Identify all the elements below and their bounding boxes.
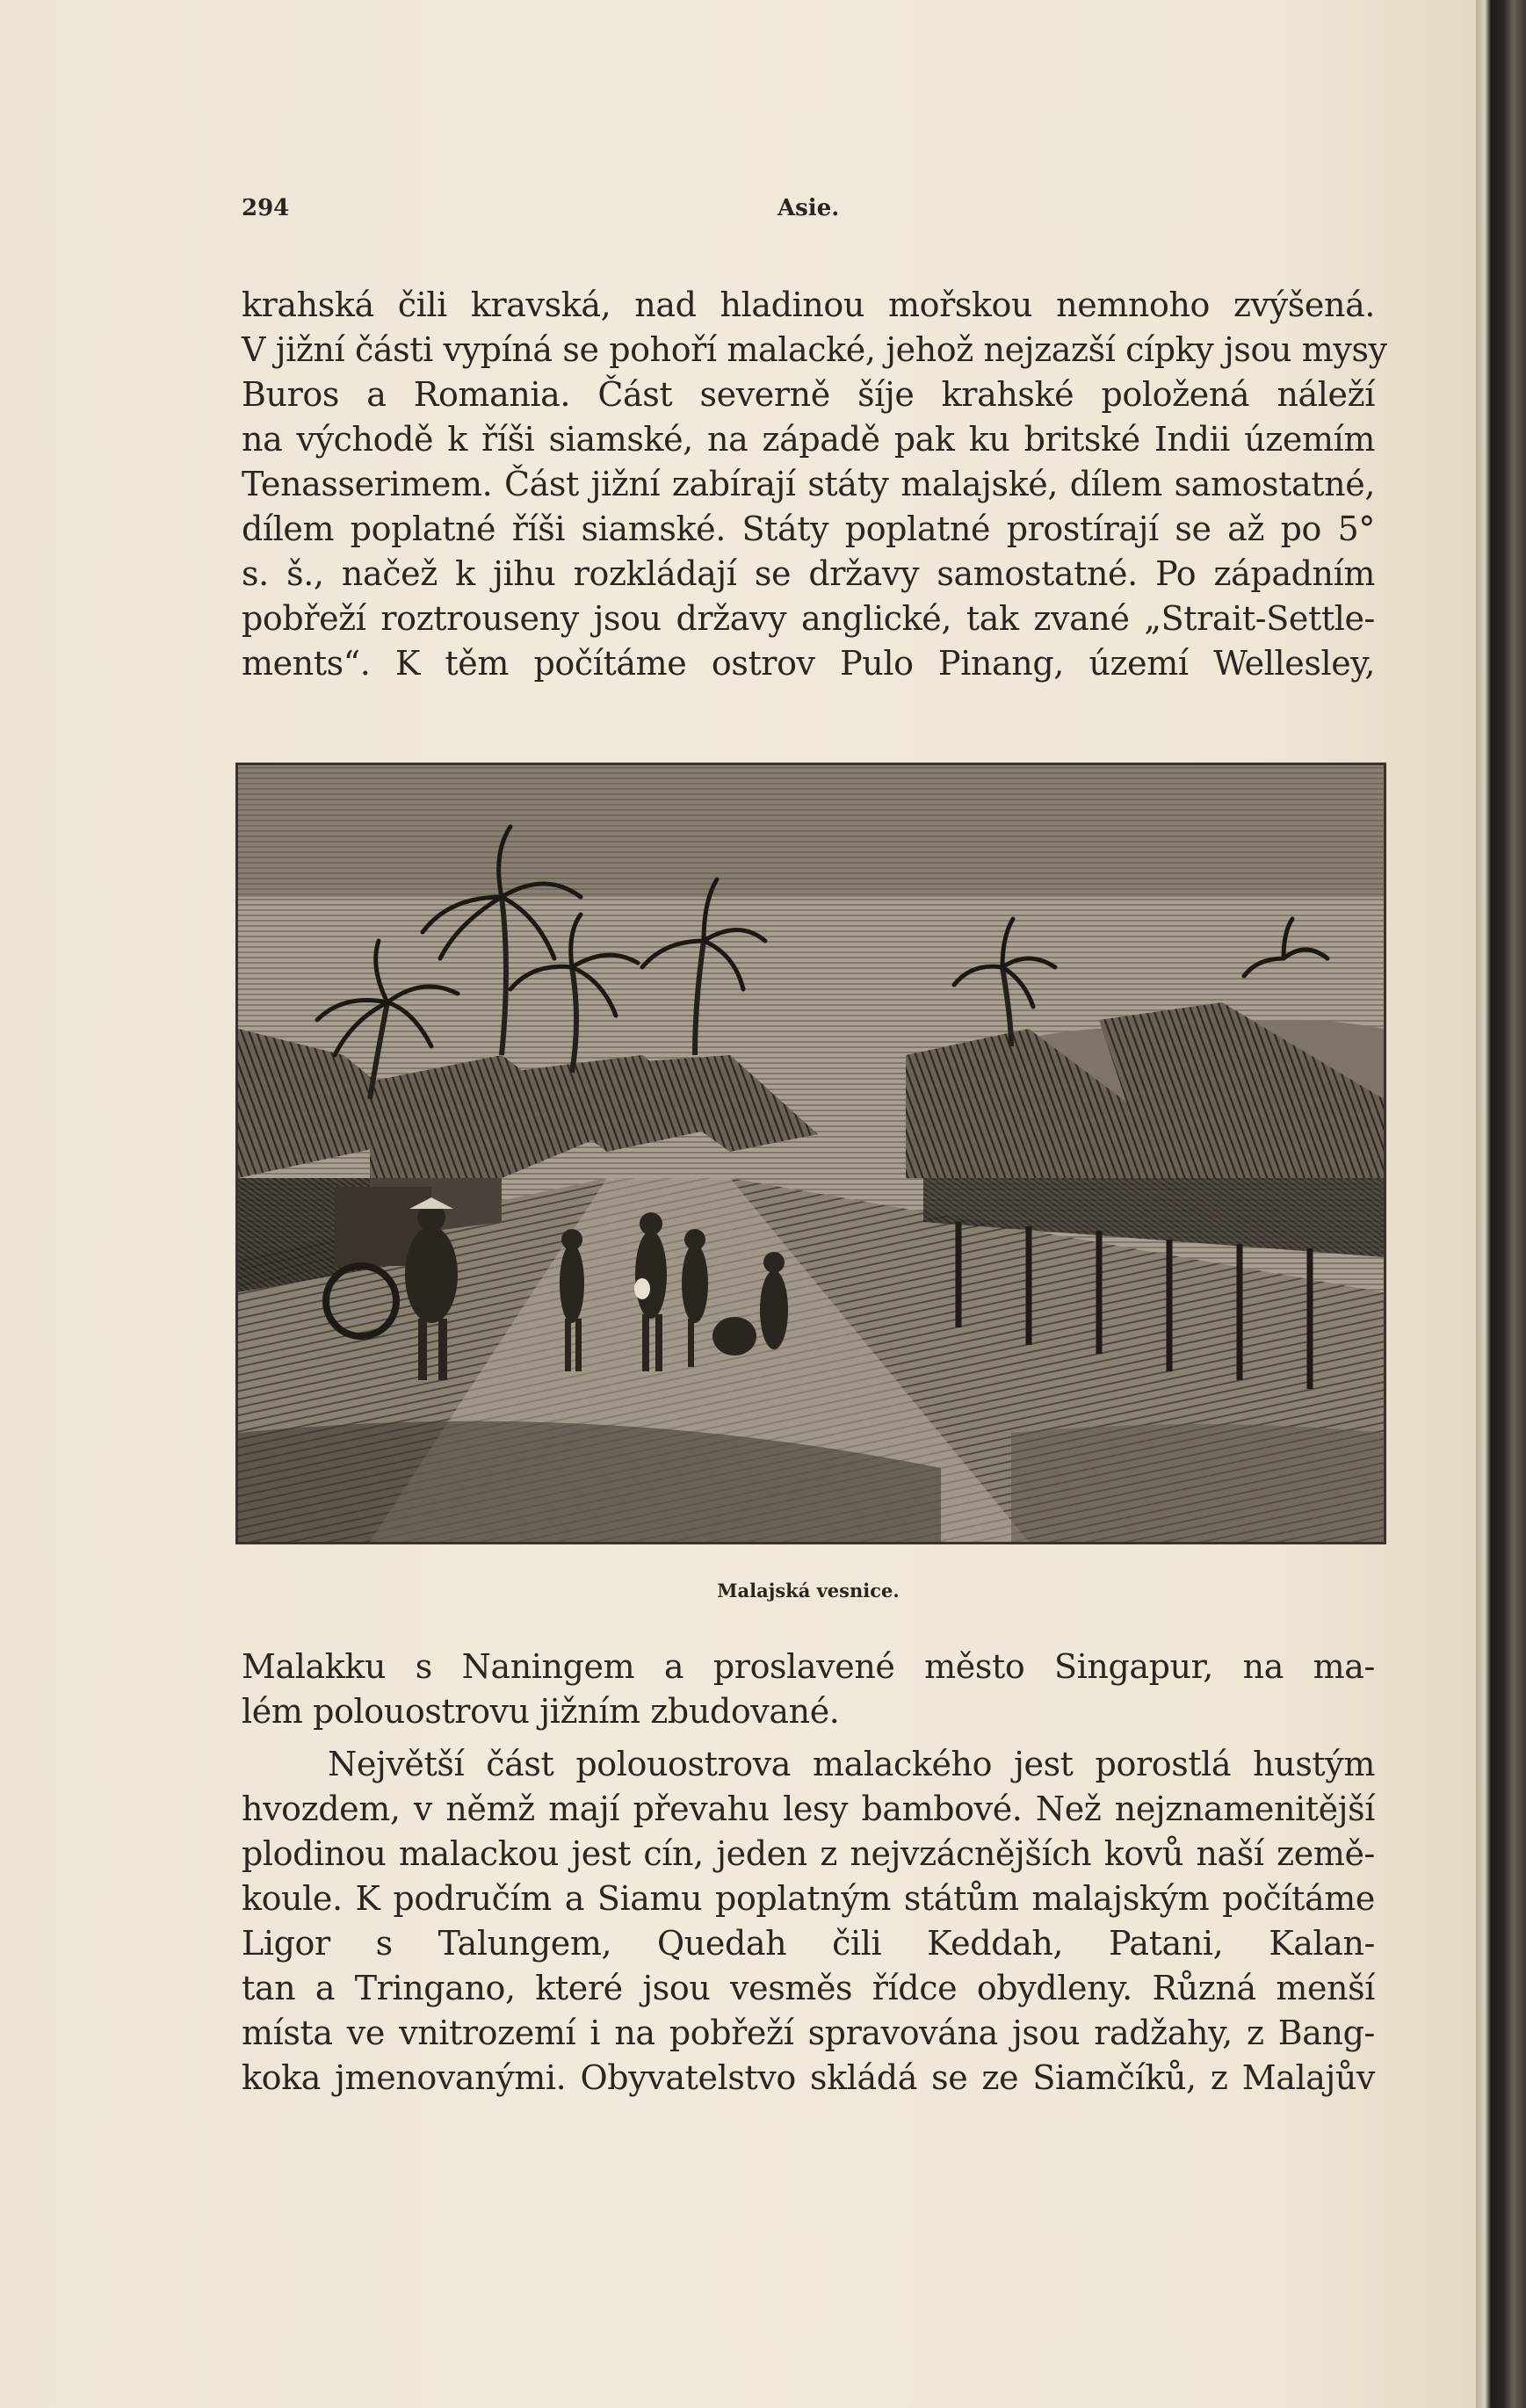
text-line: Malakku s Naningem a proslavené město Singapur, na ma- xyxy=(242,1647,1375,1686)
text-line: hvozdem, v němž mají převahu lesy bambové. Než nejznamenitější xyxy=(242,1790,1375,1828)
text-line: dílem poplatné říši siamské. Státy poplatné prostírají se až po 5° xyxy=(242,510,1375,548)
paragraph-3 xyxy=(242,1742,1375,2101)
text-line: koka jmenovanými. Obyvatelstvo skládá se ze Siamčíků, z Malajův xyxy=(242,2058,1375,2097)
paragraph-1 xyxy=(242,283,1387,686)
text-line: na východě k říši siamské, na západě pak ku britské Indii územím xyxy=(242,420,1375,459)
text-line: koule. K područím a Siamu poplatným státům malajským počítáme xyxy=(242,1879,1375,1918)
text-line: pobřeží roztrouseny jsou državy anglické, tak zvané „Strait-Settle- xyxy=(242,599,1375,638)
text-line: Buros a Romania. Část severně šíje krahské položená náleží xyxy=(242,375,1375,414)
figure-caption: Malajská vesnice. xyxy=(717,1580,900,1602)
text-line: plodinou malackou jest cín, jeden z nejvzácnějších kovů naší země- xyxy=(242,1834,1375,1873)
page-header xyxy=(242,195,1375,230)
text-line: krahská čili kravská, nad hladinou mořskou nemnoho zvýšená. xyxy=(242,286,1375,324)
text-line: tan a Tringano, které jsou vesměs řídce obydleny. Různá menší xyxy=(242,1969,1375,2007)
text-line: Největší část polouostrova malackého jest porostlá hustým xyxy=(328,1745,1375,1783)
text-line: Ligor s Talungem, Quedah čili Keddah, Patani, Kalan- xyxy=(242,1924,1375,1963)
paragraph-2 xyxy=(242,1645,1375,1734)
text-line: lém polouostrovu jižním zbudované. xyxy=(242,1692,840,1731)
page-number: 294 xyxy=(242,195,290,221)
text-line: ments“. K těm počítáme ostrov Pulo Pinang, území Wellesley, xyxy=(242,644,1375,683)
text-line: Tenasserimem. Část jižní zabírají státy malajské, dílem samostatné, xyxy=(242,465,1375,503)
text-line: místa ve vnitrozemí i na pobřeží spravována jsou radžahy, z Bang- xyxy=(242,2014,1375,2052)
text-line: V jižní části vypíná se pohoří malacké, jehož nejzazší cípky jsou mysy xyxy=(242,330,1387,369)
running-title: Asie. xyxy=(777,195,840,221)
engraving-malay-village xyxy=(235,763,1386,1544)
text-line: s. š., načež k jihu rozkládají se državy samostatné. Po západním xyxy=(242,554,1375,593)
book-spine-edge xyxy=(1476,0,1526,2408)
